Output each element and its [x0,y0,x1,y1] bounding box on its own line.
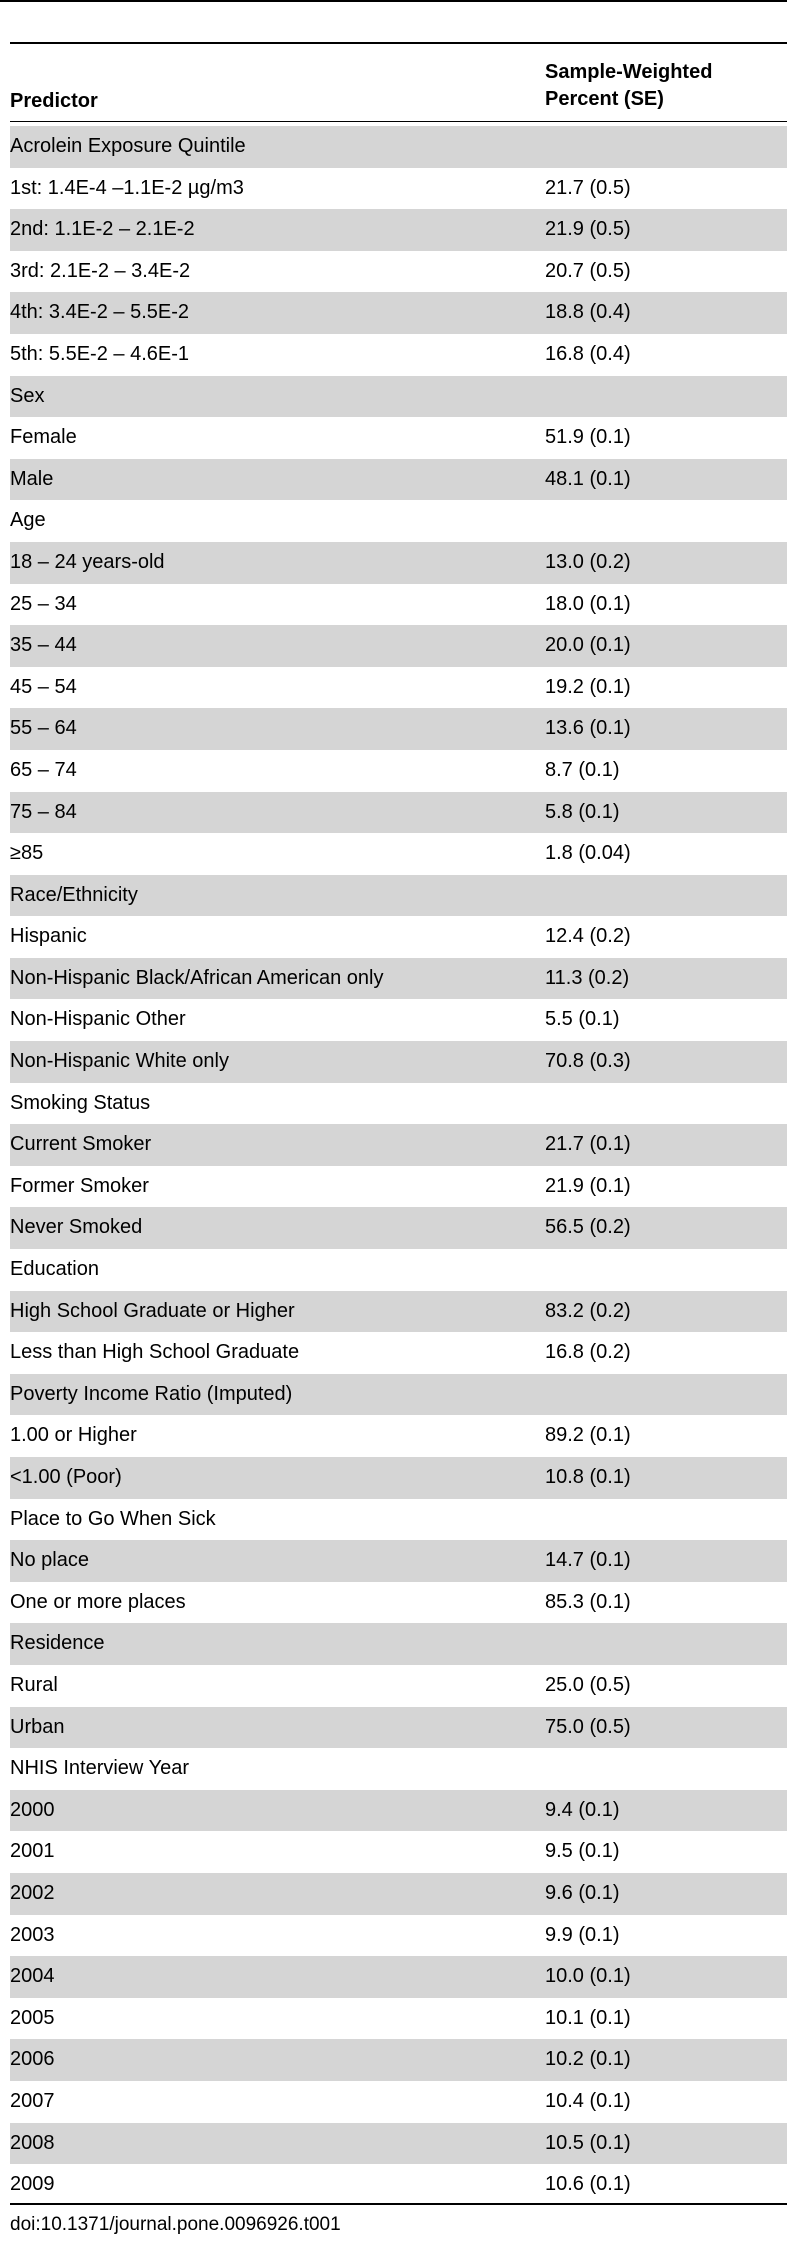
row-label: Male [10,467,54,490]
row-value: 21.7 (0.5) [545,176,631,199]
row-label: Less than High School Graduate [10,1341,300,1364]
table-group-row [10,1083,787,1125]
row-value: 48.1 (0.1) [545,467,631,490]
row-value: 56.5 (0.2) [545,1216,631,1239]
table-row [10,708,787,750]
table-row [10,1207,787,1249]
row-value: 18.8 (0.4) [545,301,631,324]
table-body [10,126,787,2206]
row-label: Hispanic [10,925,87,948]
row-label: 2000 [10,1798,55,1821]
row-label: 4th: 3.4E-2 – 5.5E-2 [10,301,190,324]
row-value: 9.4 (0.1) [545,1798,620,1821]
row-value: 85.3 (0.1) [545,1590,631,1613]
table-group-row [10,500,787,542]
row-value: 21.9 (0.1) [545,1174,631,1197]
row-value: 13.6 (0.1) [545,717,631,740]
row-label: 2008 [10,2131,55,2154]
table-row [10,1956,787,1998]
row-label: High School Graduate or Higher [10,1299,295,1322]
row-label: One or more places [10,1590,186,1613]
row-label: 2004 [10,1965,55,1988]
table-row [10,1166,787,1208]
row-value: 89.2 (0.1) [545,1424,631,1447]
table-group-row [10,1748,787,1790]
row-value: 51.9 (0.1) [545,426,631,449]
row-value: 8.7 (0.1) [545,758,620,781]
row-label: Education [10,1258,99,1281]
row-label: Non-Hispanic Black/African American only [10,966,384,989]
table-row [10,1998,787,2040]
table-row [10,459,787,501]
row-label: ≥85 [10,842,44,865]
row-label: 75 – 84 [10,800,77,823]
row-label: 25 – 34 [10,592,77,615]
table-row [10,1707,787,1749]
row-value: 10.6 (0.1) [545,2173,631,2196]
column-header-percent: Sample-Weighted Percent (SE) [545,61,713,110]
table-group-row [10,1499,787,1541]
row-label: Race/Ethnicity [10,883,138,906]
row-value: 14.7 (0.1) [545,1549,631,1572]
row-label: <1.00 (Poor) [10,1466,122,1488]
column-header-predictor: Predictor [10,90,98,112]
row-value: 10.2 (0.1) [545,2048,631,2071]
row-label: 3rd: 2.1E-2 – 3.4E-2 [10,259,191,282]
row-label: 2007 [10,2089,55,2112]
row-label: 2006 [10,2048,55,2071]
row-value: 10.0 (0.1) [545,1965,631,1988]
table-row [10,542,787,584]
row-value: 83.2 (0.2) [545,1299,631,1322]
table-group-row [10,126,787,168]
table-row [10,1831,787,1873]
row-value: 9.5 (0.1) [545,1840,620,1863]
top-rule [0,0,787,2]
row-label: 2nd: 1.1E-2 – 2.1E-2 [10,218,195,241]
row-value: 5.5 (0.1) [545,1008,620,1031]
row-value: 18.0 (0.1) [545,592,631,615]
table-row [10,792,787,834]
table-row [10,1124,787,1166]
row-label: Non-Hispanic Other [10,1008,186,1031]
row-label: No place [10,1549,89,1572]
row-label: Female [10,426,77,449]
row-value: 1.8 (0.04) [545,842,631,865]
table-row [10,209,787,251]
table-row [10,999,787,1041]
row-label: Place to Go When Sick [10,1507,216,1530]
row-label: Rural [10,1673,58,1696]
table-row [10,1457,787,1499]
row-label: Urban [10,1715,65,1738]
table-row [10,1332,787,1374]
row-label: Former Smoker [10,1174,149,1197]
table-row [10,1415,787,1457]
row-label: Residence [10,1632,105,1655]
table-group-row [10,875,787,917]
table-group-row [10,1374,787,1416]
table-row [10,1915,787,1957]
row-value: 16.8 (0.2) [545,1341,631,1364]
row-label: Smoking Status [10,1091,151,1114]
row-label: Age [10,509,46,532]
row-value: 11.3 (0.2) [545,966,630,989]
row-value: 10.4 (0.1) [545,2089,631,2112]
row-value: 10.5 (0.1) [545,2131,631,2154]
row-value: 13.0 (0.2) [545,550,631,573]
table-row [10,292,787,334]
table-group-row [10,376,787,418]
table-row [10,168,787,210]
row-value: 21.7 (0.1) [545,1133,631,1156]
row-label: Sex [10,384,45,407]
table-row [10,584,787,626]
table-row [10,2039,787,2081]
table-header [10,44,787,122]
row-label: 2001 [10,1840,55,1863]
row-value: 75.0 (0.5) [545,1715,631,1738]
table-row [10,833,787,875]
table-row [10,334,787,376]
table-row [10,1790,787,1832]
row-value: 9.9 (0.1) [545,1923,620,1946]
table-row [10,2081,787,2123]
row-value: 9.6 (0.1) [545,1881,620,1904]
table-row [10,1665,787,1707]
row-label: 65 – 74 [10,758,77,781]
row-value: 10.1 (0.1) [545,2006,631,2029]
row-label: 35 – 44 [10,634,77,657]
table-row [10,916,787,958]
table-row [10,667,787,709]
table-row [10,2164,787,2206]
row-label: 1st: 1.4E-4 –1.1E-2 µg/m3 [10,176,244,199]
table-row [10,1873,787,1915]
row-label: 5th: 5.5E-2 – 4.6E-1 [10,342,190,365]
row-value: 16.8 (0.4) [545,342,631,365]
row-label: Acrolein Exposure Quintile [10,135,246,157]
row-value: 10.8 (0.1) [545,1466,631,1488]
row-label: 55 – 64 [10,717,77,740]
row-label: 18 – 24 years-old [10,550,165,573]
row-label: 45 – 54 [10,675,77,698]
table-row [10,1582,787,1624]
table-row [10,1540,787,1582]
row-label: 1.00 or Higher [10,1424,137,1447]
table-group-row [10,1623,787,1665]
row-label: Non-Hispanic White only [10,1050,229,1073]
row-label: Current Smoker [10,1133,152,1156]
row-label: Poverty Income Ratio (Imputed) [10,1382,293,1405]
table-row [10,1291,787,1333]
table-row [10,1041,787,1083]
row-value: 70.8 (0.3) [545,1050,631,1073]
row-label: Never Smoked [10,1216,143,1239]
row-value: 25.0 (0.5) [545,1673,631,1696]
row-value: 20.0 (0.1) [545,634,631,657]
table-row [10,750,787,792]
row-value: 12.4 (0.2) [545,925,631,948]
table-group-row [10,1249,787,1291]
row-label: 2005 [10,2006,55,2029]
table-row [10,958,787,1000]
table-row [10,251,787,293]
row-value: 5.8 (0.1) [545,800,620,823]
row-value: 21.9 (0.5) [545,218,631,241]
row-value: 20.7 (0.5) [545,259,631,282]
row-label: 2002 [10,1881,55,1904]
table-row [10,417,787,459]
table-row [10,625,787,667]
table-row [10,2123,787,2165]
row-label: NHIS Interview Year [10,1757,189,1780]
row-label: 2009 [10,2173,55,2196]
doi-caption: doi:10.1371/journal.pone.0096926.t001 [10,2214,341,2235]
bottom-rule [10,2203,787,2205]
row-label: 2003 [10,1923,55,1946]
row-value: 19.2 (0.1) [545,675,631,698]
